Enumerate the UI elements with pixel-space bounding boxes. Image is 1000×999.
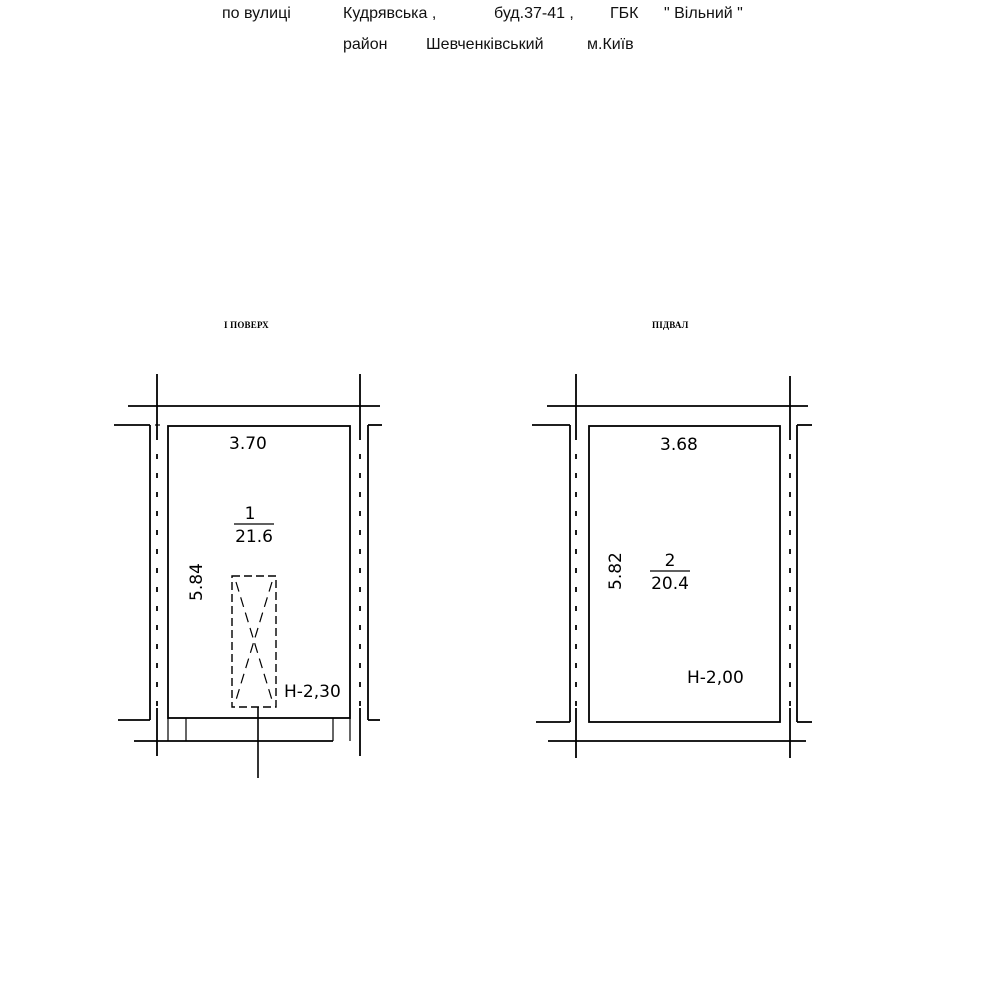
room-1-width: 3.70 <box>229 434 267 454</box>
header-street-prefix: по вулиці <box>222 5 291 22</box>
room-2-length: 5.82 <box>606 552 626 590</box>
header-street: Кудрявська , <box>343 5 437 22</box>
room-1-number: 1 <box>244 504 256 524</box>
header-building: буд.37-41 , <box>494 5 574 22</box>
room-2-width: 3.68 <box>660 435 698 455</box>
room-2-height: Н-2,00 <box>687 668 744 688</box>
header-district: Шевченківський <box>426 36 544 53</box>
header-org-type: ГБК <box>610 5 639 22</box>
inspection-pit <box>232 576 276 707</box>
room-1-length: 5.84 <box>187 563 207 601</box>
room-1-area: 21.6 <box>235 527 273 547</box>
room-2-area: 20.4 <box>651 574 689 594</box>
header-org-name: " Вільний " <box>664 5 743 22</box>
plan-basement-label: ПІДВАЛ <box>652 320 689 330</box>
header-district-label: район <box>343 36 388 53</box>
header-city: м.Київ <box>587 36 634 53</box>
room-2-number: 2 <box>664 551 676 571</box>
room-1-height: Н-2,30 <box>284 682 341 702</box>
plan-first-floor-label: І ПОВЕРХ <box>224 320 269 330</box>
